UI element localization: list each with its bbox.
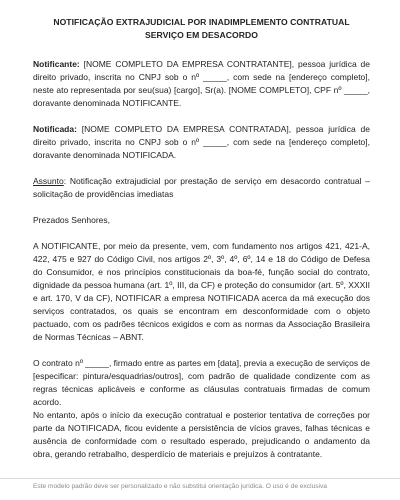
notificante-text: [NOME COMPLETO DA EMPRESA CONTRATANTE], pessoa jurídica de direito privado, inscrita no CNPJ sob o nº _____, com sede na [endereço completo], neste ato representada por seu(sua) [cargo], Sr(a). [NOME COMPLETO], CPF nº _____, doravante denominada NOTIFICANTE. bbox=[33, 59, 370, 108]
disclaimer-footer: Este modelo padrão deve ser personalizado e não substitui orientação jurídica. O uso é de exclusiva bbox=[0, 478, 400, 500]
notificante-paragraph bbox=[33, 58, 370, 110]
notificada-label: Notificada: bbox=[33, 124, 77, 134]
title-line-2: SERVIÇO EM DESACORDO bbox=[144, 30, 259, 40]
document-title bbox=[33, 16, 370, 42]
salutation: Prezados Senhores, bbox=[33, 215, 111, 225]
title-line-1: NOTIFICAÇÃO EXTRAJUDICIAL POR INADIMPLEMENTO CONTRATUAL bbox=[53, 17, 350, 27]
body-paragraph-2: O contrato nº _____, firmado entre as partes em [data], previa a execução de serviços de [especificar: pintura/esquadrias/outros], com padrão de qualidade condizente com as regras técnicas aplicáveis e conforme as cláusulas contratuais firmadas de comum acordo. bbox=[33, 358, 370, 407]
assunto-text: : Notificação extrajudicial por prestação de serviço em desacordo contratual – solicitação de providências imediatas bbox=[33, 176, 370, 199]
assunto-paragraph bbox=[33, 175, 370, 201]
notificada-text: [NOME COMPLETO DA EMPRESA CONTRATADA], pessoa jurídica de direito privado, inscrita no CNPJ sob o nº _____, com sede na [endereço completo], doravante denominada NOTIFICADA. bbox=[33, 124, 370, 160]
body-paragraph-3: No entanto, após o início da execução contratual e posterior tentativa de correções por parte da NOTIFICADA, ficou evidente a persistência de vícios graves, falhas técnicas e ausência de conformidade com o resultado esperado, prejudicando o andamento da obra, gerando retrabalho, desperdício de materiais e prejuízos à contratante. bbox=[33, 410, 370, 459]
assunto-label: Assunto bbox=[33, 176, 64, 186]
notificada-paragraph bbox=[33, 123, 370, 162]
notificante-label: Notificante: bbox=[33, 59, 80, 69]
body-paragraph-1: A NOTIFICANTE, por meio da presente, vem, com fundamento nos artigos 421, 421-A, 422, 475 e 927 do Código Civil, nos artigos 2º, 3º, 4º, 6º, 14 e 18 do Código de Defesa do Consumidor, e nos princípios constitucionais da boa-fé, função social do contrato, dignidade da pessoa humana (art. 1º, III, da CF) e proteção do consumidor (art. 5º, XXXII e art. 170, V da CF), NOTIFICAR a empresa NOTIFICADA acerca da má execução dos serviços contratados, os quais se encontram em desconformidade com o objeto pactuado, com os padrões técnicos exigidos e com as normas da Associação Brasileira de Normas Técnicas – ABNT. bbox=[33, 241, 370, 342]
